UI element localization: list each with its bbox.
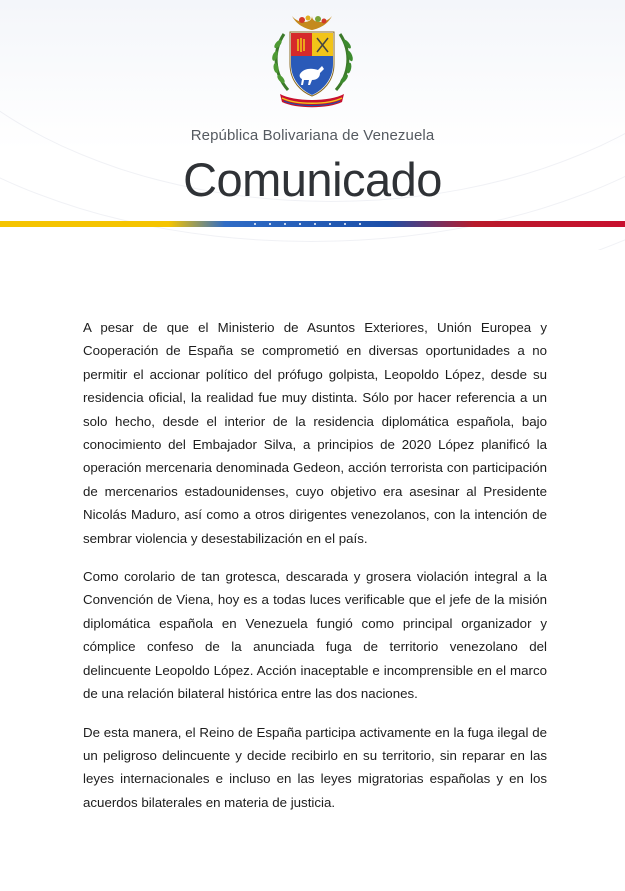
flag-stars bbox=[0, 221, 625, 227]
letterhead bbox=[0, 0, 625, 250]
communique-body bbox=[83, 316, 547, 829]
flag-color-band bbox=[0, 221, 625, 227]
document-title: Comunicado bbox=[183, 153, 442, 206]
paragraph: De esta manera, el Reino de España participa activamente en la fuga ilegal de un peligroso delincuente y decide recibirlo en su territorio, sin reparar en las leyes internacionales e incluso en las leyes migratorias españolas y en los acuerdos bilaterales en materia de justicia. bbox=[83, 724, 547, 810]
republic-name: República Bolivariana de Venezuela bbox=[190, 127, 435, 144]
paragraph: A pesar de que el Ministerio de Asuntos Exteriores, Unión Europea y Cooperación de España se comprometió en diversas oportunidades a no permitir el accionar político del prófugo golpista, Leopoldo López, desde su residencia oficial, la realidad fue muy distinta. Sólo por hacer referencia a un solo hecho, desde el interior de la residencia diplomática española, bajo conocimiento del Embajador Silva, a principios de 2020 López planificó la operación mercenaria denominada Gedeon, acción terrorista con participación de mercenarios estadounidenses, cuyo objetivo era asesinar al Presidente Nicolás Maduro, así como a otros dirigentes venezolanos, con la intención de sembrar violencia y desestabilización en el país. bbox=[83, 320, 547, 546]
coat-of-arms-icon bbox=[262, 12, 362, 110]
paragraph: Como corolario de tan grotesca, descarada y grosera violación integral a la Convención de Viena, hoy es a todas luces verificable que el jefe de la misión diplomática española en Venezuela fungió como principal organizador y cómplice confeso de la anunciada fuga de territorio venezolano del delincuente Leopoldo López. Acción inaceptable e incomprensible en el marco de una relación bilateral histórica entre las dos naciones. bbox=[83, 569, 547, 702]
